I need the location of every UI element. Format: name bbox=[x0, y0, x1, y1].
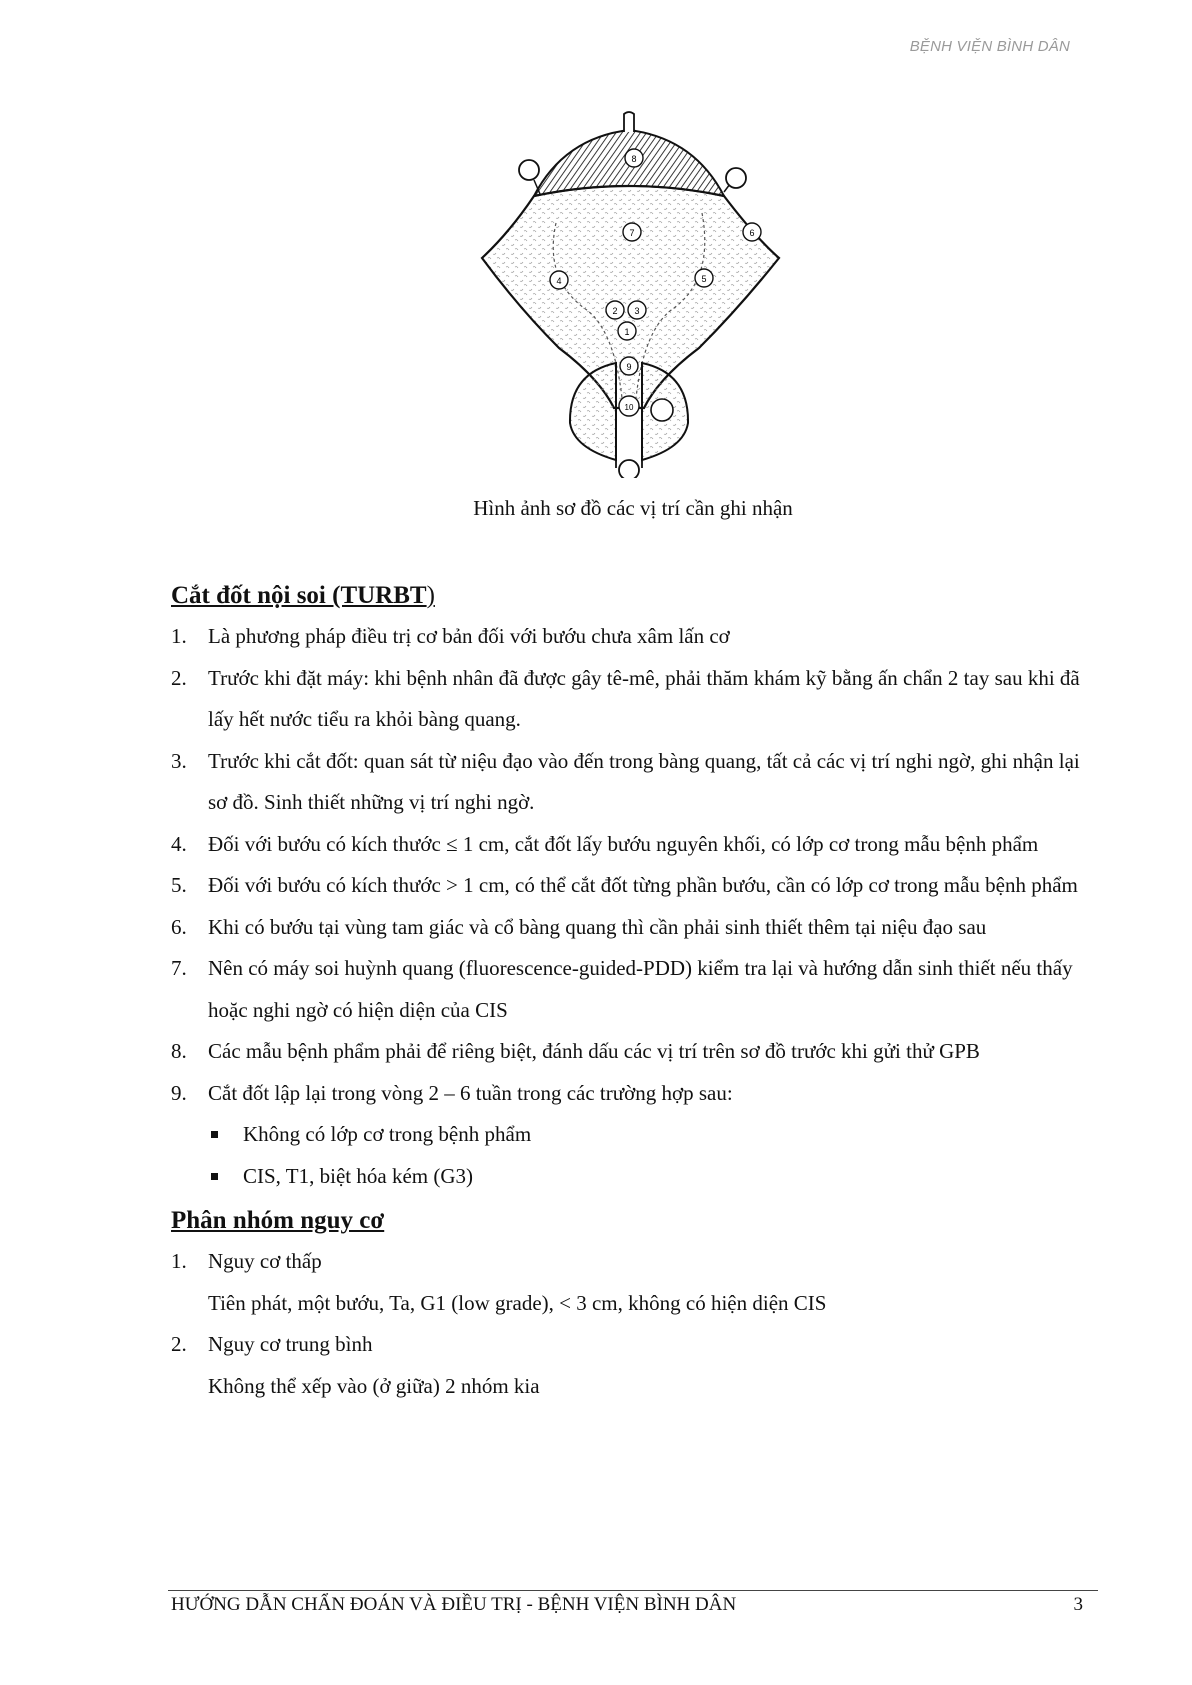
risk-group-note: Không thể xếp vào (ở giữa) 2 nhóm kia bbox=[208, 1373, 540, 1398]
list-item-text: Đối với bướu có kích thước > 1 cm, có thể cắt đốt từng phần bướu, cần có lớp cơ trong mẫu bệnh phẩm bbox=[208, 873, 1078, 897]
list-item bbox=[171, 658, 1101, 741]
list-item-text: Nên có máy soi huỳnh quang (fluorescence-guided-PDD) kiểm tra lại và hướng dẫn sinh thiết nếu thấy hoặc nghi ngờ có hiện diện của CIS bbox=[208, 956, 1073, 1022]
page-footer bbox=[171, 1594, 1083, 1616]
svg-text:8: 8 bbox=[631, 154, 637, 164]
bladder-diagram-svg bbox=[474, 108, 784, 478]
marker-10 bbox=[619, 396, 639, 416]
list-item-number: 1. bbox=[171, 624, 187, 648]
bullet-item bbox=[171, 1156, 1101, 1198]
list-item-text: Trước khi đặt máy: khi bệnh nhân đã được gây tê-mê, phải thăm khám kỹ bằng ấn chẩn 2 tay sau khi đã lấy hết nước tiểu ra khỏi bàng quang. bbox=[208, 665, 1080, 731]
list-item-text: Đối với bướu có kích thước ≤ 1 cm, cắt đốt lấy bướu nguyên khối, có lớp cơ trong mẫu bệnh phẩm bbox=[208, 831, 1039, 856]
list-item bbox=[171, 948, 1101, 1031]
list-item-number: 2. bbox=[171, 1332, 187, 1356]
svg-text:9: 9 bbox=[626, 362, 632, 372]
page-header: BỆNH VIỆN BÌNH DÂN bbox=[909, 38, 1070, 55]
list-item bbox=[171, 1031, 1101, 1073]
svg-text:2: 2 bbox=[612, 306, 618, 316]
svg-text:3: 3 bbox=[634, 306, 640, 316]
list-item-text: Là phương pháp điều trị cơ bản đối với bướu chưa xâm lấn cơ bbox=[208, 624, 730, 648]
list-item-text: Trước khi cắt đốt: quan sát từ niệu đạo vào đến trong bàng quang, tất cả các vị trí nghi ngờ, ghi nhận lại sơ đồ. Sinh thiết những vị trí nghi ngờ. bbox=[208, 748, 1080, 814]
marker-5 bbox=[695, 269, 713, 287]
footer-title: HƯỚNG DẪN CHẨN ĐOÁN VÀ ĐIỀU TRỊ - BỆNH VIỆN BÌNH DÂN bbox=[171, 1594, 737, 1615]
list-item-number: 5. bbox=[171, 873, 187, 897]
list-item-text: Khi có bướu tại vùng tam giác và cổ bàng quang thì cần phải sinh thiết thêm tại niệu đạo sau bbox=[208, 914, 987, 939]
repeat-resection-criteria-list bbox=[171, 1114, 1101, 1197]
list-item bbox=[171, 865, 1101, 907]
page-number: 3 bbox=[1073, 1594, 1083, 1615]
svg-text:7: 7 bbox=[629, 228, 635, 238]
list-item bbox=[171, 741, 1101, 824]
marker-4 bbox=[550, 271, 568, 289]
marker-9 bbox=[620, 357, 638, 375]
svg-text:4: 4 bbox=[556, 276, 562, 286]
list-item-number: 1. bbox=[171, 1249, 187, 1273]
list-item-number: 9. bbox=[171, 1080, 187, 1105]
main-content bbox=[171, 576, 1101, 1407]
bullet-item-text: CIS, T1, biệt hóa kém (G3) bbox=[243, 1163, 473, 1188]
list-item bbox=[171, 1073, 1101, 1115]
list-item-number: 2. bbox=[171, 665, 187, 690]
marker-8 bbox=[625, 149, 643, 167]
list-item-number: 3. bbox=[171, 748, 187, 773]
list-item-text: Nguy cơ thấp bbox=[208, 1249, 322, 1273]
figure-caption: Hình ảnh sơ đồ các vị trí cần ghi nhận bbox=[473, 496, 793, 520]
section-heading-risk-groups: Phân nhóm nguy cơ bbox=[171, 1207, 385, 1234]
risk-groups-list-cont bbox=[171, 1324, 1101, 1366]
turbt-steps-list bbox=[171, 616, 1101, 1114]
list-item bbox=[171, 907, 1101, 949]
list-item bbox=[171, 1241, 1101, 1283]
svg-text:6: 6 bbox=[749, 228, 755, 238]
section-heading-turbt-tail: ) bbox=[426, 582, 435, 609]
risk-group-note: Tiên phát, một bướu, Ta, G1 (low grade), < 3 cm, không có hiện diện CIS bbox=[208, 1290, 827, 1315]
svg-text:1: 1 bbox=[624, 327, 630, 337]
list-item-number: 8. bbox=[171, 1039, 187, 1063]
marker-3 bbox=[628, 301, 646, 319]
svg-text:5: 5 bbox=[701, 274, 707, 284]
footer-divider bbox=[168, 1590, 1098, 1591]
square-bullet-icon bbox=[211, 1173, 218, 1180]
list-item-number: 7. bbox=[171, 956, 187, 980]
section-heading-turbt-text: Cắt đốt nội soi (TURBT bbox=[171, 582, 427, 609]
list-item-text: Cắt đốt lập lại trong vòng 2 – 6 tuần trong các trường hợp sau: bbox=[208, 1080, 733, 1105]
risk-groups-list bbox=[171, 1241, 1101, 1283]
list-item-text: Nguy cơ trung bình bbox=[208, 1332, 373, 1356]
list-item bbox=[171, 1324, 1101, 1366]
list-item-number: 4. bbox=[171, 831, 187, 856]
marker-6 bbox=[743, 223, 761, 241]
svg-text:10: 10 bbox=[624, 403, 634, 412]
square-bullet-icon bbox=[211, 1131, 218, 1138]
marker-7 bbox=[623, 223, 641, 241]
list-item-number: 6. bbox=[171, 914, 187, 939]
section-heading-turbt bbox=[171, 576, 1101, 616]
marker-1 bbox=[618, 322, 636, 340]
list-item bbox=[171, 824, 1101, 866]
bladder-diagram bbox=[474, 108, 784, 478]
bullet-item-text: Không có lớp cơ trong bệnh phẩm bbox=[243, 1122, 532, 1146]
list-item bbox=[171, 616, 1101, 658]
marker-2 bbox=[606, 301, 624, 319]
bullet-item bbox=[171, 1114, 1101, 1156]
list-item-text: Các mẫu bệnh phẩm phải để riêng biệt, đánh dấu các vị trí trên sơ đồ trước khi gửi thử GPB bbox=[208, 1039, 980, 1063]
